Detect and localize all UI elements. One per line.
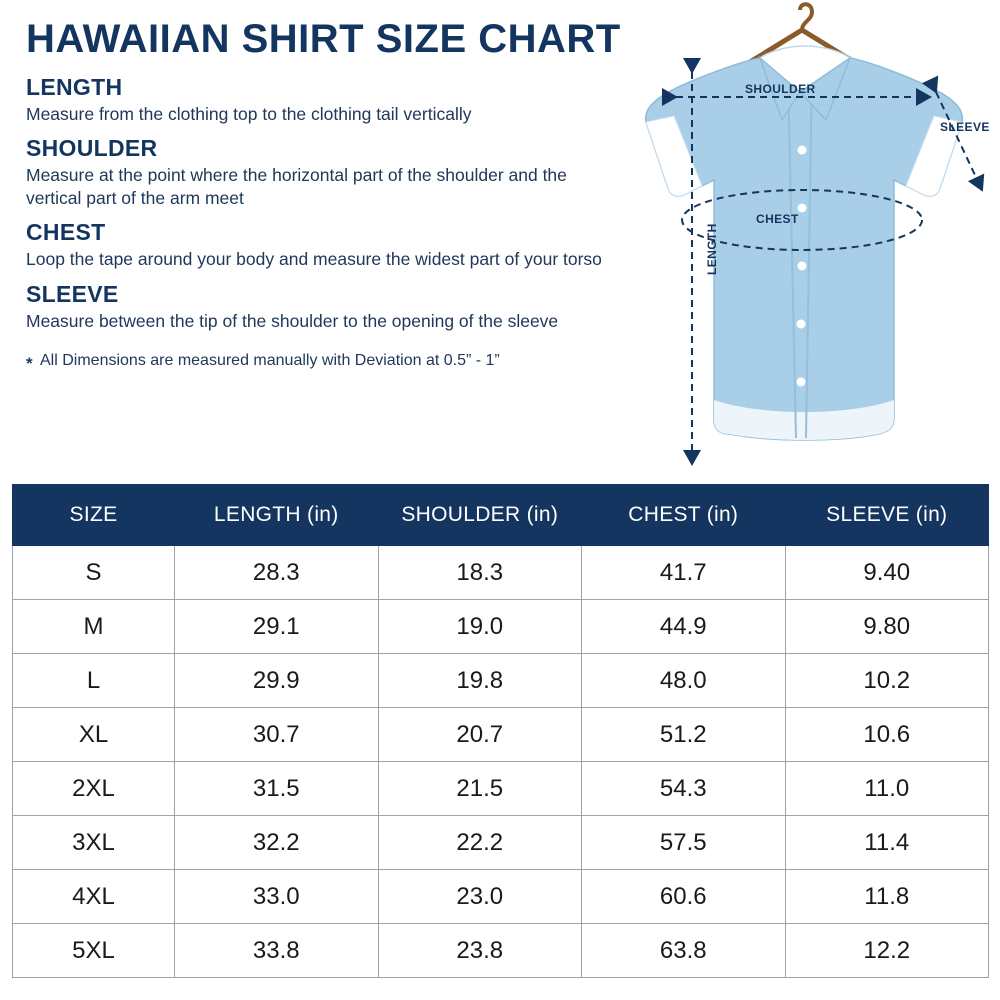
cell-shoulder: 18.3 bbox=[378, 546, 582, 600]
cell-length: 31.5 bbox=[175, 762, 379, 816]
cell-size: 2XL bbox=[13, 762, 175, 816]
table-row bbox=[13, 870, 989, 924]
definition-sleeve bbox=[26, 281, 626, 332]
cell-chest: 48.0 bbox=[582, 654, 786, 708]
cell-length: 30.7 bbox=[175, 708, 379, 762]
cell-length: 33.8 bbox=[175, 924, 379, 978]
cell-size: L bbox=[13, 654, 175, 708]
cell-sleeve: 9.80 bbox=[785, 600, 989, 654]
definition-shoulder bbox=[26, 135, 626, 209]
chest-label: CHEST bbox=[756, 212, 799, 226]
table-row bbox=[13, 600, 989, 654]
cell-sleeve: 11.0 bbox=[785, 762, 989, 816]
table-header-row bbox=[13, 485, 989, 546]
cell-sleeve: 10.2 bbox=[785, 654, 989, 708]
measurement-instructions bbox=[26, 17, 626, 373]
page-title: HAWAIIAN SHIRT SIZE CHART bbox=[26, 17, 621, 61]
column-header-size: SIZE bbox=[13, 485, 175, 546]
cell-chest: 54.3 bbox=[582, 762, 786, 816]
cell-length: 29.9 bbox=[175, 654, 379, 708]
deviation-note bbox=[26, 351, 626, 373]
definition-length bbox=[26, 74, 626, 125]
column-header-chest: CHEST (in) bbox=[582, 485, 786, 546]
table-row bbox=[13, 762, 989, 816]
definition-description: Measure at the point where the horizontal part of the shoulder and the vertical part of the arm meet bbox=[26, 165, 567, 208]
asterisk-icon: * bbox=[26, 353, 33, 373]
cell-length: 28.3 bbox=[175, 546, 379, 600]
sleeve-label: SLEEVE bbox=[940, 120, 990, 134]
cell-length: 32.2 bbox=[175, 816, 379, 870]
definition-term: LENGTH bbox=[26, 74, 123, 100]
cell-size: M bbox=[13, 600, 175, 654]
info-section bbox=[0, 0, 1000, 478]
cell-sleeve: 9.40 bbox=[785, 546, 989, 600]
column-header-shoulder: SHOULDER (in) bbox=[378, 485, 582, 546]
column-header-length: LENGTH (in) bbox=[175, 485, 379, 546]
deviation-note-text: All Dimensions are measured manually with Deviation at 0.5” - 1” bbox=[40, 351, 500, 369]
size-table bbox=[12, 484, 989, 978]
cell-shoulder: 23.8 bbox=[378, 924, 582, 978]
cell-chest: 57.5 bbox=[582, 816, 786, 870]
cell-shoulder: 23.0 bbox=[378, 870, 582, 924]
cell-chest: 60.6 bbox=[582, 870, 786, 924]
definition-description: Measure between the tip of the shoulder to the opening of the sleeve bbox=[26, 310, 559, 331]
table-header bbox=[13, 485, 989, 546]
cell-sleeve: 11.4 bbox=[785, 816, 989, 870]
shirt-body bbox=[646, 46, 963, 440]
cell-length: 33.0 bbox=[175, 870, 379, 924]
definition-term: SLEEVE bbox=[26, 280, 119, 307]
cell-size: 4XL bbox=[13, 870, 175, 924]
cell-sleeve: 10.6 bbox=[785, 708, 989, 762]
cell-shoulder: 19.8 bbox=[378, 654, 582, 708]
definition-description: Measure from the clothing top to the clothing tail vertically bbox=[26, 104, 472, 124]
table-row bbox=[13, 654, 989, 708]
definition-term: SHOULDER bbox=[26, 135, 158, 162]
column-header-sleeve: SLEEVE (in) bbox=[785, 485, 989, 546]
table-body bbox=[13, 546, 989, 978]
size-table-container bbox=[12, 484, 988, 978]
cell-chest: 44.9 bbox=[582, 600, 786, 654]
cell-size: 3XL bbox=[13, 816, 175, 870]
definition-description: Loop the tape around your body and measure the widest part of your torso bbox=[26, 249, 602, 270]
definition-chest bbox=[26, 219, 626, 270]
cell-size: XL bbox=[13, 708, 175, 762]
definition-term: CHEST bbox=[26, 219, 106, 246]
cell-shoulder: 21.5 bbox=[378, 762, 582, 816]
cell-chest: 63.8 bbox=[582, 924, 786, 978]
length-label: LENGTH bbox=[705, 223, 719, 275]
cell-shoulder: 22.2 bbox=[378, 816, 582, 870]
cell-size: 5XL bbox=[13, 924, 175, 978]
table-row bbox=[13, 708, 989, 762]
shirt-illustration bbox=[610, 0, 1000, 478]
cell-sleeve: 11.8 bbox=[785, 870, 989, 924]
cell-chest: 51.2 bbox=[582, 708, 786, 762]
cell-length: 29.1 bbox=[175, 600, 379, 654]
cell-shoulder: 19.0 bbox=[378, 600, 582, 654]
cell-size: S bbox=[13, 546, 175, 600]
cell-chest: 41.7 bbox=[582, 546, 786, 600]
shoulder-label: SHOULDER bbox=[745, 82, 816, 96]
table-row bbox=[13, 546, 989, 600]
table-row bbox=[13, 816, 989, 870]
cell-sleeve: 12.2 bbox=[785, 924, 989, 978]
cell-shoulder: 20.7 bbox=[378, 708, 582, 762]
table-row bbox=[13, 924, 989, 978]
shirt-diagram bbox=[610, 0, 1000, 478]
